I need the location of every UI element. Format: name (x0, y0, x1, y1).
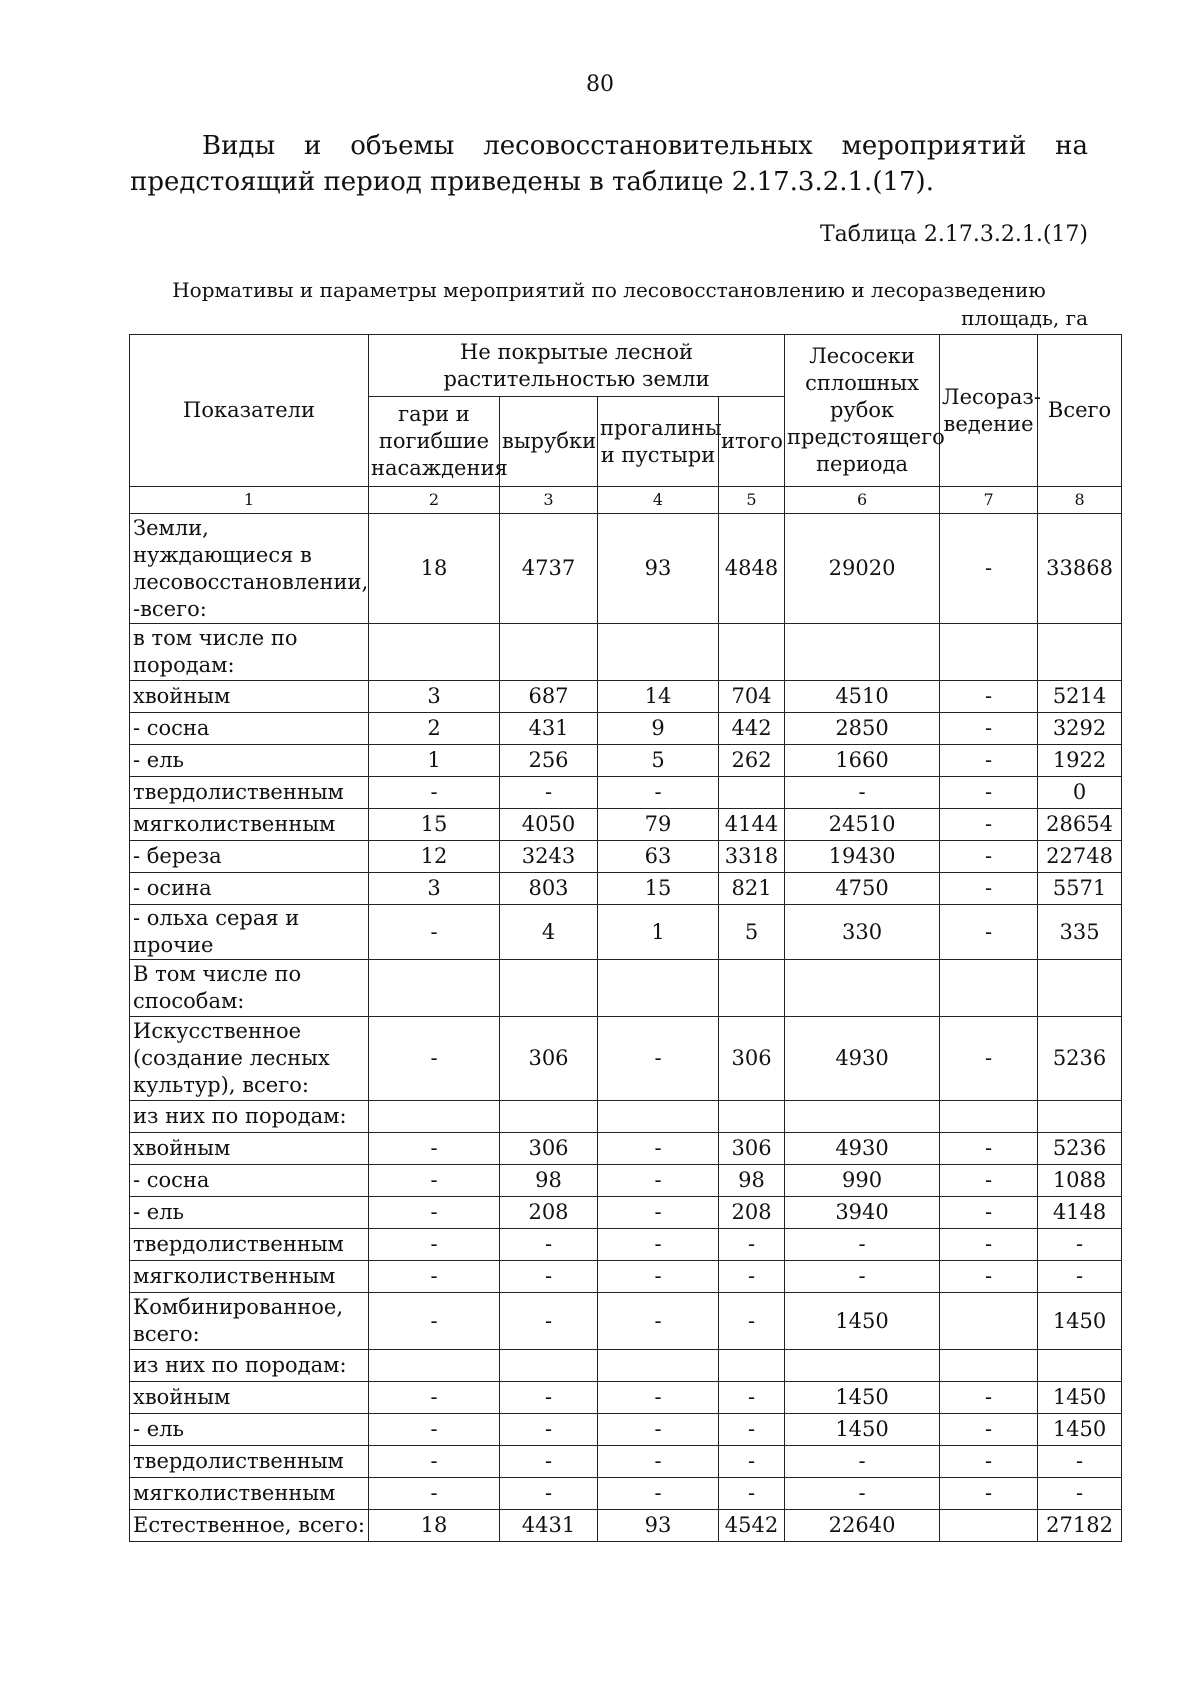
cell-value: - (598, 1229, 719, 1261)
cell-value: 335 (1038, 905, 1122, 960)
row-label: хвойным (130, 1133, 369, 1165)
cell-value: 4144 (719, 809, 785, 841)
column-number: 8 (1038, 487, 1122, 514)
table-row (130, 1165, 1122, 1197)
cell-value: - (500, 1382, 598, 1414)
cell-value (785, 624, 940, 681)
table-caption: Нормативы и параметры мероприятий по лесовосстановлению и лесоразведению (172, 278, 1046, 302)
row-label: из них по породам: (130, 1350, 369, 1382)
header-indicators: Показатели (130, 335, 369, 487)
header-total: Всего (1038, 335, 1122, 487)
cell-value: - (369, 1478, 500, 1510)
cell-value (719, 1350, 785, 1382)
row-label: в том числе по породам: (130, 624, 369, 681)
cell-value: 93 (598, 514, 719, 624)
cell-value: 1450 (785, 1382, 940, 1414)
cell-value: 4510 (785, 681, 940, 713)
row-label: - осина (130, 873, 369, 905)
table-row (130, 1350, 1122, 1382)
intro-paragraph: Виды и объемы лесовосстановительных мероприятий на предстоящий период приведены в таблице 2.17.3.2.1.(17). (130, 131, 1088, 197)
cell-value: - (598, 777, 719, 809)
cell-value: 14 (598, 681, 719, 713)
column-number-row (130, 487, 1122, 514)
header-burned: гари и погибшие насаждения (369, 397, 500, 487)
cell-value (1038, 1350, 1122, 1382)
cell-value: - (940, 1414, 1038, 1446)
cell-value: - (940, 1478, 1038, 1510)
cell-value: - (719, 1478, 785, 1510)
cell-value: 1660 (785, 745, 940, 777)
cell-value: 262 (719, 745, 785, 777)
cell-value: 306 (719, 1133, 785, 1165)
cell-value (369, 1350, 500, 1382)
cell-value: 990 (785, 1165, 940, 1197)
cell-value: - (598, 1165, 719, 1197)
column-number: 3 (500, 487, 598, 514)
cell-value: 1450 (1038, 1414, 1122, 1446)
cell-value: - (598, 1478, 719, 1510)
table-row (130, 960, 1122, 1017)
cell-value: - (1038, 1229, 1122, 1261)
cell-value: - (500, 1446, 598, 1478)
cell-value: 3243 (500, 841, 598, 873)
table-row (130, 1101, 1122, 1133)
cell-value: - (598, 1446, 719, 1478)
cell-value: 1450 (785, 1293, 940, 1350)
cell-value: 22640 (785, 1510, 940, 1542)
cell-value: - (598, 1017, 719, 1101)
cell-value: - (940, 1133, 1038, 1165)
cell-value: 4930 (785, 1133, 940, 1165)
cell-value: - (940, 1197, 1038, 1229)
cell-value (500, 960, 598, 1017)
cell-value: - (940, 1165, 1038, 1197)
cell-value: 0 (1038, 777, 1122, 809)
cell-value: - (369, 1017, 500, 1101)
cell-value: - (598, 1133, 719, 1165)
cell-value (1038, 624, 1122, 681)
cell-value: - (719, 1261, 785, 1293)
cell-value: - (369, 1229, 500, 1261)
table-row (130, 841, 1122, 873)
cell-value: - (369, 1261, 500, 1293)
cell-value: - (500, 1261, 598, 1293)
table-row (130, 745, 1122, 777)
cell-value: 5 (598, 745, 719, 777)
table-row (130, 1446, 1122, 1478)
cell-value: 5 (719, 905, 785, 960)
row-label: твердолиственным (130, 777, 369, 809)
cell-value: 29020 (785, 514, 940, 624)
cell-value: - (598, 1382, 719, 1414)
cell-value: 79 (598, 809, 719, 841)
cell-value: 4148 (1038, 1197, 1122, 1229)
cell-value: 431 (500, 713, 598, 745)
cell-value: - (940, 745, 1038, 777)
cell-value: 63 (598, 841, 719, 873)
cell-value (369, 624, 500, 681)
cell-value: - (369, 1197, 500, 1229)
cell-value: 1088 (1038, 1165, 1122, 1197)
cell-value: - (940, 1261, 1038, 1293)
cell-value: 33868 (1038, 514, 1122, 624)
cell-value: - (369, 777, 500, 809)
cell-value (785, 1101, 940, 1133)
cell-value: - (369, 905, 500, 960)
table-row (130, 777, 1122, 809)
cell-value (719, 1101, 785, 1133)
cell-value: - (598, 1414, 719, 1446)
cell-value: - (940, 1382, 1038, 1414)
cell-value: 1450 (1038, 1293, 1122, 1350)
cell-value: 27182 (1038, 1510, 1122, 1542)
cell-value: - (598, 1293, 719, 1350)
table-units: площадь, га (961, 306, 1088, 330)
cell-value (940, 1350, 1038, 1382)
cell-value (598, 624, 719, 681)
column-number: 7 (940, 487, 1038, 514)
cell-value: 98 (500, 1165, 598, 1197)
cell-value: 1922 (1038, 745, 1122, 777)
cell-value: 4 (500, 905, 598, 960)
row-label: Естественное, всего: (130, 1510, 369, 1542)
cell-value: - (369, 1382, 500, 1414)
cell-value: 98 (719, 1165, 785, 1197)
table-row (130, 1133, 1122, 1165)
column-number: 1 (130, 487, 369, 514)
cell-value (598, 960, 719, 1017)
cell-value: 18 (369, 514, 500, 624)
row-label: - сосна (130, 1165, 369, 1197)
page-number: 80 (586, 72, 614, 97)
header-clearcuts: вырубки (500, 397, 598, 487)
table-row (130, 1478, 1122, 1510)
table-row (130, 873, 1122, 905)
column-number: 6 (785, 487, 940, 514)
cell-value: - (500, 1293, 598, 1350)
cell-value: 306 (719, 1017, 785, 1101)
table-row (130, 905, 1122, 960)
cell-value: 15 (369, 809, 500, 841)
cell-value: 12 (369, 841, 500, 873)
cell-value: 687 (500, 681, 598, 713)
cell-value: 22748 (1038, 841, 1122, 873)
cell-value: 93 (598, 1510, 719, 1542)
cell-value (1038, 960, 1122, 1017)
cell-value: 803 (500, 873, 598, 905)
header-cutting-areas: Лесосеки сплошных рубок предстоящего периода (785, 335, 940, 487)
table-row (130, 809, 1122, 841)
cell-value: - (940, 514, 1038, 624)
cell-value (940, 1510, 1038, 1542)
cell-value: 306 (500, 1017, 598, 1101)
cell-value: 442 (719, 713, 785, 745)
row-label: - береза (130, 841, 369, 873)
cell-value: 3940 (785, 1197, 940, 1229)
cell-value: 15 (598, 873, 719, 905)
cell-value: - (369, 1414, 500, 1446)
cell-value: 208 (500, 1197, 598, 1229)
table-row (130, 1017, 1122, 1101)
cell-value: - (1038, 1446, 1122, 1478)
cell-value: 4431 (500, 1510, 598, 1542)
row-label: мягколиственным (130, 1261, 369, 1293)
cell-value (940, 1293, 1038, 1350)
table-row (130, 1382, 1122, 1414)
column-number: 2 (369, 487, 500, 514)
row-label: Искусственное (создание лесных культур), всего: (130, 1017, 369, 1101)
cell-value: - (1038, 1261, 1122, 1293)
table-row (130, 1510, 1122, 1542)
cell-value: 4050 (500, 809, 598, 841)
cell-value (785, 1350, 940, 1382)
cell-value: 5236 (1038, 1133, 1122, 1165)
header-afforestation: Лесораз-ведение (940, 335, 1038, 487)
cell-value: 4848 (719, 514, 785, 624)
header-subtotal: итого (719, 397, 785, 487)
table-row (130, 514, 1122, 624)
cell-value: 4542 (719, 1510, 785, 1542)
cell-value: - (785, 1261, 940, 1293)
header-unforested-group: Не покрытые лесной растительностью земли (369, 335, 785, 397)
cell-value: - (598, 1197, 719, 1229)
row-label: твердолиственным (130, 1229, 369, 1261)
cell-value (369, 960, 500, 1017)
cell-value: 821 (719, 873, 785, 905)
cell-value: 1450 (785, 1414, 940, 1446)
cell-value: - (719, 1382, 785, 1414)
cell-value: - (940, 713, 1038, 745)
table-row (130, 1414, 1122, 1446)
row-label: хвойным (130, 1382, 369, 1414)
cell-value: - (940, 873, 1038, 905)
cell-value (719, 624, 785, 681)
cell-value (500, 1101, 598, 1133)
cell-value: - (940, 1229, 1038, 1261)
cell-value: - (785, 777, 940, 809)
cell-value: 704 (719, 681, 785, 713)
header-glades: прогалины и пустыри (598, 397, 719, 487)
cell-value: 5571 (1038, 873, 1122, 905)
cell-value: 28654 (1038, 809, 1122, 841)
table-row (130, 1197, 1122, 1229)
row-label: твердолиственным (130, 1446, 369, 1478)
table-row (130, 624, 1122, 681)
row-label: - сосна (130, 713, 369, 745)
cell-value: 1450 (1038, 1382, 1122, 1414)
row-label: - ольха серая и прочие (130, 905, 369, 960)
cell-value: 330 (785, 905, 940, 960)
row-label: хвойным (130, 681, 369, 713)
table-number: Таблица 2.17.3.2.1.(17) (819, 222, 1088, 247)
cell-value: - (1038, 1478, 1122, 1510)
table-body (130, 514, 1122, 1542)
table-row (130, 713, 1122, 745)
cell-value: - (719, 1446, 785, 1478)
row-label: - ель (130, 1414, 369, 1446)
cell-value: - (785, 1446, 940, 1478)
cell-value: - (369, 1446, 500, 1478)
cell-value: - (369, 1165, 500, 1197)
cell-value: - (940, 905, 1038, 960)
cell-value: - (369, 1133, 500, 1165)
cell-value (785, 960, 940, 1017)
cell-value: 4750 (785, 873, 940, 905)
cell-value: 3292 (1038, 713, 1122, 745)
table-row (130, 1293, 1122, 1350)
table-row (130, 1229, 1122, 1261)
cell-value: 4930 (785, 1017, 940, 1101)
cell-value: - (940, 841, 1038, 873)
cell-value (500, 1350, 598, 1382)
cell-value: 9 (598, 713, 719, 745)
cell-value: 18 (369, 1510, 500, 1542)
cell-value (598, 1101, 719, 1133)
row-label: В том числе по способам: (130, 960, 369, 1017)
cell-value: 256 (500, 745, 598, 777)
cell-value: 1 (369, 745, 500, 777)
cell-value: 2 (369, 713, 500, 745)
row-label: - ель (130, 745, 369, 777)
cell-value: - (719, 1229, 785, 1261)
cell-value: - (719, 1293, 785, 1350)
cell-value: - (940, 681, 1038, 713)
table-row (130, 681, 1122, 713)
cell-value: - (940, 1446, 1038, 1478)
cell-value: 24510 (785, 809, 940, 841)
cell-value: - (598, 1261, 719, 1293)
cell-value: 208 (719, 1197, 785, 1229)
cell-value (719, 777, 785, 809)
cell-value: 3318 (719, 841, 785, 873)
cell-value: - (500, 1229, 598, 1261)
cell-value (940, 1101, 1038, 1133)
table-row (130, 1261, 1122, 1293)
cell-value (719, 960, 785, 1017)
cell-value: - (369, 1293, 500, 1350)
cell-value (369, 1101, 500, 1133)
row-label: Комбинированное, всего: (130, 1293, 369, 1350)
column-number: 5 (719, 487, 785, 514)
cell-value (500, 624, 598, 681)
cell-value: 3 (369, 681, 500, 713)
cell-value: - (785, 1229, 940, 1261)
row-label: - ель (130, 1197, 369, 1229)
cell-value: - (940, 1017, 1038, 1101)
cell-value: - (940, 809, 1038, 841)
cell-value: 5236 (1038, 1017, 1122, 1101)
row-label: мягколиственным (130, 809, 369, 841)
row-label: Земли, нуждающиеся в лесовосстановлении, -всего: (130, 514, 369, 624)
column-number: 4 (598, 487, 719, 514)
cell-value: 4737 (500, 514, 598, 624)
cell-value: - (500, 1414, 598, 1446)
cell-value (940, 624, 1038, 681)
cell-value: - (500, 1478, 598, 1510)
row-label: из них по породам: (130, 1101, 369, 1133)
row-label: мягколиственным (130, 1478, 369, 1510)
cell-value: 306 (500, 1133, 598, 1165)
cell-value: 2850 (785, 713, 940, 745)
cell-value: 19430 (785, 841, 940, 873)
cell-value: 5214 (1038, 681, 1122, 713)
cell-value: 3 (369, 873, 500, 905)
cell-value (1038, 1101, 1122, 1133)
cell-value (940, 960, 1038, 1017)
cell-value: - (719, 1414, 785, 1446)
cell-value: - (785, 1478, 940, 1510)
cell-value (598, 1350, 719, 1382)
cell-value: 1 (598, 905, 719, 960)
cell-value: - (940, 777, 1038, 809)
forest-restoration-table (129, 334, 1122, 1542)
cell-value: - (500, 777, 598, 809)
